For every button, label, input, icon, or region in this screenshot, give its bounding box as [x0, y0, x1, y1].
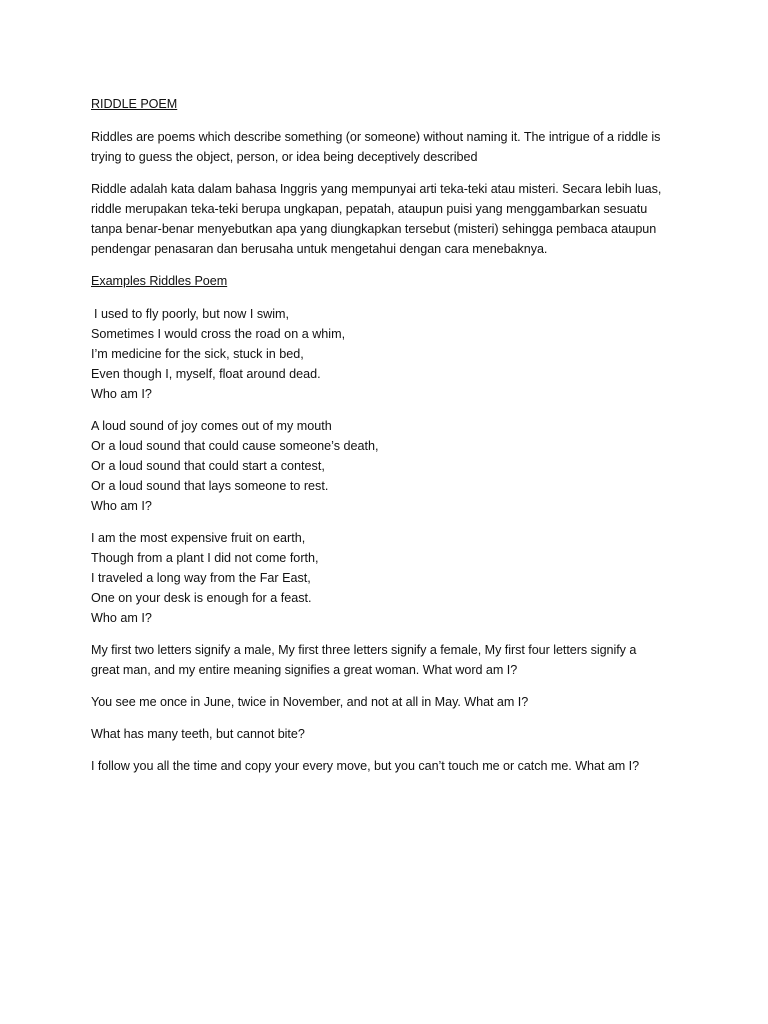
- intro-english: Riddles are poems which describe something (or someone) without naming it. The intrigue of a riddle is trying to guess the object, person, or idea being deceptively described: [91, 130, 661, 164]
- riddle-line: A loud sound of joy comes out of my mouth: [91, 419, 332, 433]
- riddle-line: Or a loud sound that could start a contest,: [91, 459, 325, 473]
- riddle-question: Who am I?: [91, 611, 152, 625]
- riddle-poem-2: [91, 416, 668, 516]
- riddle-poem-3: [91, 528, 668, 628]
- riddle-line: One on your desk is enough for a feast.: [91, 591, 312, 605]
- examples-heading: Examples Riddles Poem: [91, 274, 228, 288]
- short-riddle-4: I follow you all the time and copy your every move, but you can’t touch me or catch me. What am I?: [91, 759, 640, 773]
- short-riddle-1: My first two letters signify a male, My first three letters signify a female, My first four letters signify a great man, and my entire meaning signifies a great woman. What word am I?: [91, 643, 637, 677]
- riddle-line: Or a loud sound that lays someone to rest.: [91, 479, 329, 493]
- riddle-line: I am the most expensive fruit on earth,: [91, 531, 306, 545]
- document-title: RIDDLE POEM: [91, 97, 178, 111]
- riddle-line: Sometimes I would cross the road on a whim,: [91, 327, 346, 341]
- short-riddle-3: What has many teeth, but cannot bite?: [91, 727, 305, 741]
- riddle-poem-1: [91, 304, 668, 404]
- intro-indonesian: Riddle adalah kata dalam bahasa Inggris yang mempunyai arti teka-teki atau misteri. Secara lebih luas, riddle merupakan teka-teki berupa ungkapan, pepatah, ataupun puisi yang menggambarkan sesuatu tanpa benar-benar menyebutkan apa yang diungkapkan tersebut (misteri) sehingga pembaca ataupun pendengar penasaran dan berusaha untuk mengetahui dengan cara menebaknya.: [91, 182, 662, 256]
- riddle-line: I’m medicine for the sick, stuck in bed,: [91, 347, 304, 361]
- riddle-line: Though from a plant I did not come forth,: [91, 551, 319, 565]
- riddle-line: Or a loud sound that could cause someone’s death,: [91, 439, 379, 453]
- riddle-line: Even though I, myself, float around dead.: [91, 367, 321, 381]
- riddle-line: I used to fly poorly, but now I swim,: [94, 307, 290, 321]
- riddle-line: I traveled a long way from the Far East,: [91, 571, 311, 585]
- riddle-question: Who am I?: [91, 387, 152, 401]
- short-riddle-2: You see me once in June, twice in November, and not at all in May. What am I?: [91, 695, 529, 709]
- riddle-question: Who am I?: [91, 499, 152, 513]
